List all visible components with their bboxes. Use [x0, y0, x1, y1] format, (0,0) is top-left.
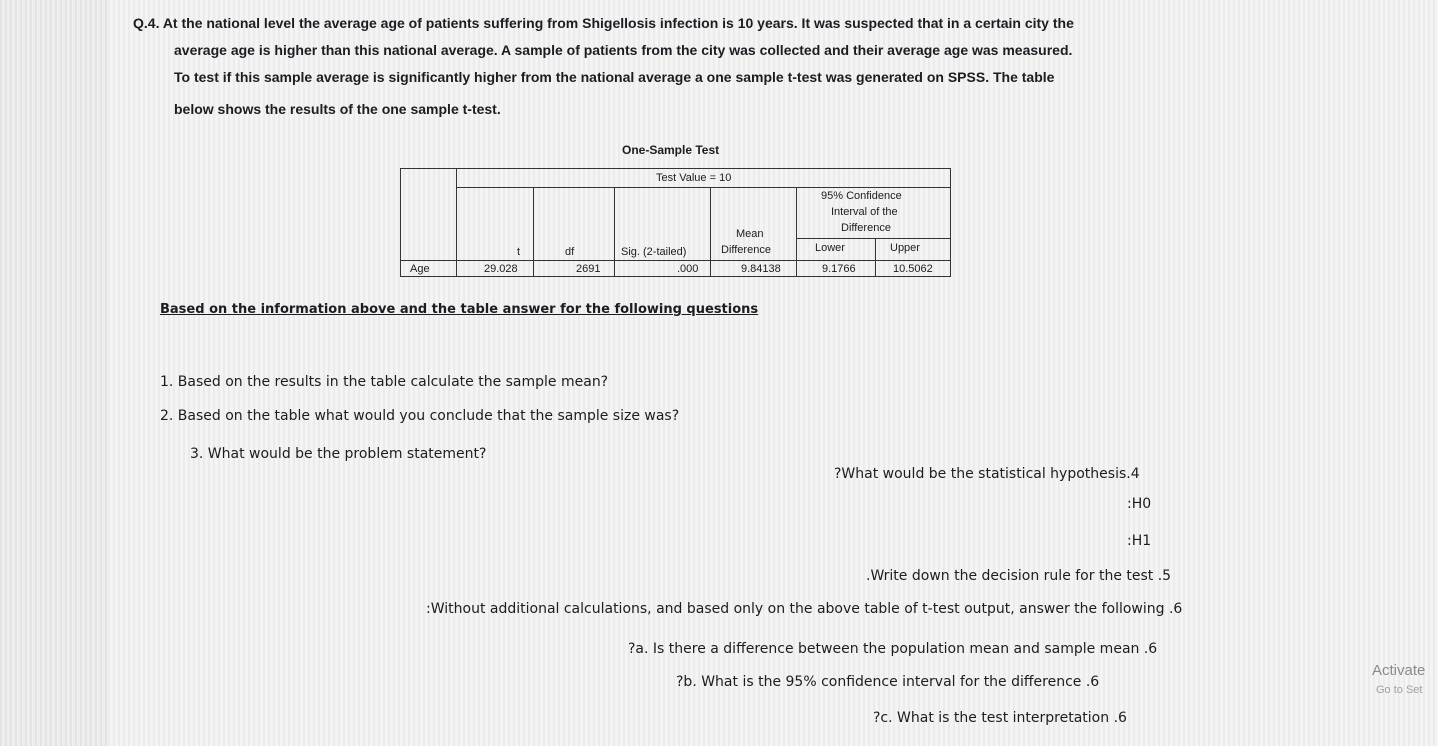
question-6c: ?c. What is the test interpretation .6: [873, 710, 1127, 726]
hypothesis-h1: :H1: [1127, 533, 1152, 549]
background-stripe: [0, 0, 110, 746]
instructions-heading: Based on the information above and the table answer for the following questions: [160, 302, 759, 317]
cell-t-value: 29.028: [484, 263, 518, 275]
cell-upper-value: 10.5062: [893, 263, 933, 275]
question-4-line-3: To test if this sample average is significantly higher from the national average a one sample t-test was generated on SPSS. The table: [174, 69, 1055, 85]
question-4-line-2: average age is higher than this national average. A sample of patients from the city was collected and their average age was measured.: [174, 42, 1073, 58]
question-6b: ?b. What is the 95% confidence interval for the difference .6: [676, 674, 1100, 690]
one-sample-test-table: [400, 168, 950, 276]
cell-sig-value: .000: [677, 263, 699, 275]
hypothesis-h0: :H0: [1127, 496, 1152, 512]
question-3: 3. What would be the problem statement?: [190, 446, 487, 462]
cell-mean-difference-value: 9.84138: [741, 263, 781, 275]
question-5-decision-rule: .Write down the decision rule for the test .5: [866, 568, 1172, 584]
header-sig: Sig. (2-tailed): [621, 246, 687, 258]
header-mean-difference-2: Difference: [721, 244, 771, 256]
table-title: One-Sample Test: [622, 143, 720, 157]
header-t: t: [517, 246, 521, 258]
question-4-hypothesis: ?What would be the statistical hypothesis.4: [834, 466, 1140, 482]
header-mean-difference-1: Mean: [736, 228, 764, 240]
cell-lower-value: 9.1766: [822, 263, 856, 275]
question-6-intro: :Without additional calculations, and based only on the above table of t-test output, answer the following .6: [426, 601, 1183, 617]
header-df: df: [565, 246, 575, 258]
question-2: 2. Based on the table what would you conclude that the sample size was?: [160, 408, 680, 424]
header-ci-1: 95% Confidence: [821, 190, 902, 202]
question-4-line-1: Q.4. At the national level the average age of patients suffering from Shigellosis infection is 10 years. It was suspected that in a certain city the: [133, 15, 1074, 31]
table-test-value: Test Value = 10: [656, 172, 732, 184]
activate-windows-watermark: Activate: [1372, 662, 1426, 679]
row-label-age: Age: [410, 263, 430, 275]
question-1: 1. Based on the results in the table calculate the sample mean?: [160, 374, 609, 390]
header-ci-2: Interval of the: [831, 206, 898, 218]
header-ci-3: Difference: [841, 222, 891, 234]
activate-windows-watermark-sub: Go to Set: [1376, 684, 1423, 696]
question-6a: ?a. Is there a difference between the population mean and sample mean .6: [628, 641, 1158, 657]
header-upper: Upper: [890, 242, 920, 254]
header-lower: Lower: [815, 242, 845, 254]
question-4-line-4: below shows the results of the one sample t-test.: [174, 101, 501, 117]
cell-df-value: 2691: [576, 263, 601, 275]
